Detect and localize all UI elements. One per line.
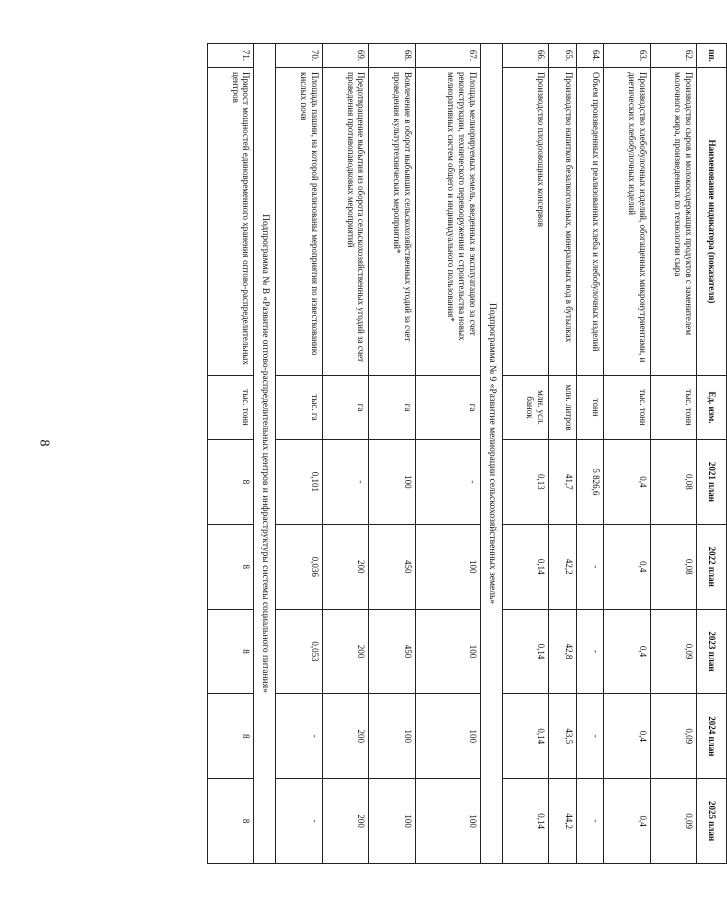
- row-num: 70.: [275, 43, 321, 67]
- value-2021: 100: [368, 439, 414, 524]
- row-unit: тыс. тонн: [650, 375, 696, 439]
- header-name: Наименование индикатора (показателя): [696, 67, 726, 375]
- indicators-table: [207, 43, 727, 864]
- table-row: [603, 43, 649, 863]
- row-name: Площадь пашни, на которой реализованы мероприятия по известкованию кислых почв: [275, 67, 321, 375]
- value-2024: 0,4: [603, 693, 649, 778]
- value-2022: 100: [415, 524, 480, 609]
- value-2022: 0,08: [650, 524, 696, 609]
- page-number: 8: [36, 439, 52, 447]
- row-unit: млн. литров: [548, 375, 576, 439]
- row-name: Прирост мощностей единовременного хранения оптово-распределительных центров: [207, 67, 253, 375]
- table-row: [650, 43, 696, 863]
- row-unit: тыс. га: [275, 375, 321, 439]
- header-2022: 2022 план: [696, 524, 726, 609]
- value-2023: 0,09: [650, 609, 696, 694]
- section-row: [253, 43, 275, 863]
- header-num: пп.: [696, 43, 726, 67]
- value-2025: 0,09: [650, 778, 696, 863]
- value-2025: 0,14: [502, 778, 548, 863]
- table-row: [275, 43, 321, 863]
- section-row: [480, 43, 502, 863]
- row-unit: тыс. тонн: [603, 375, 649, 439]
- row-num: 63.: [603, 43, 649, 67]
- value-2025: 0,4: [603, 778, 649, 863]
- table-row: [207, 43, 253, 863]
- header-2024: 2024 план: [696, 693, 726, 778]
- value-2024: -: [275, 693, 321, 778]
- header-unit: Ед. изм.: [696, 375, 726, 439]
- value-2022: 8: [207, 524, 253, 609]
- value-2021: 0,101: [275, 439, 321, 524]
- value-2024: 200: [322, 693, 368, 778]
- value-2023: 0,14: [502, 609, 548, 694]
- table-body: [207, 43, 696, 863]
- value-2025: 8: [207, 778, 253, 863]
- value-2025: 44,2: [548, 778, 576, 863]
- value-2021: -: [322, 439, 368, 524]
- value-2024: 0,14: [502, 693, 548, 778]
- value-2022: 42,2: [548, 524, 576, 609]
- row-name: Производство хлебобулочных изделий, обогащенных микронутриентами, и диетических хлебобулочных изделий: [603, 67, 649, 375]
- value-2025: -: [576, 778, 604, 863]
- value-2022: 0,036: [275, 524, 321, 609]
- row-num: 71.: [207, 43, 253, 67]
- row-unit: тыс. тонн: [207, 375, 253, 439]
- row-num: 68.: [368, 43, 414, 67]
- value-2023: 450: [368, 609, 414, 694]
- value-2022: 0,4: [603, 524, 649, 609]
- row-name: Производство сыров и молокосодержащих продуктов с заменителем молочного жира, произведенных по технологии сыра: [650, 67, 696, 375]
- value-2022: -: [576, 524, 604, 609]
- value-2024: 8: [207, 693, 253, 778]
- value-2021: 0,13: [502, 439, 548, 524]
- table-row: [502, 43, 548, 863]
- table-row: [322, 43, 368, 863]
- value-2023: -: [576, 609, 604, 694]
- table-row: [368, 43, 414, 863]
- row-unit: га: [368, 375, 414, 439]
- value-2024: 100: [368, 693, 414, 778]
- value-2021: 41,7: [548, 439, 576, 524]
- row-unit: га: [322, 375, 368, 439]
- value-2023: 0,4: [603, 609, 649, 694]
- rotated-table-container: [207, 43, 727, 863]
- value-2021: 5 826,6: [576, 439, 604, 524]
- value-2022: 200: [322, 524, 368, 609]
- row-num: 65.: [548, 43, 576, 67]
- section-title: Подпрограмма № В «Развитие оптово-распределительных центров и инфраструктуры системы социального питания»: [253, 43, 275, 863]
- value-2023: 0,053: [275, 609, 321, 694]
- row-name: Производство плодоовощных консервов: [502, 67, 548, 375]
- value-2021: 0,4: [603, 439, 649, 524]
- value-2025: 100: [368, 778, 414, 863]
- value-2024: 0,09: [650, 693, 696, 778]
- header-2025: 2025 план: [696, 778, 726, 863]
- row-name: Производство напитков безалкогольных, минеральных вод в бутылках: [548, 67, 576, 375]
- value-2021: -: [415, 439, 480, 524]
- table-row: [548, 43, 576, 863]
- value-2024: 100: [415, 693, 480, 778]
- row-num: 64.: [576, 43, 604, 67]
- value-2025: 100: [415, 778, 480, 863]
- row-num: 66.: [502, 43, 548, 67]
- row-name: Предотвращение выбытия из оборота сельскохозяйственных угодий за счет проведения противопаводковых мероприятий: [322, 67, 368, 375]
- row-unit: га: [415, 375, 480, 439]
- row-name: Вовлечение в оборот выбывших сельскохозяйственных угодий за счет проведения культуртехнических мероприятий*: [368, 67, 414, 375]
- table-row: [576, 43, 604, 863]
- row-name: Площадь мелиорируемых земель, введенных в эксплуатацию за счет реконструкции, технического перевооружения и строительства новых мелиоративных систем общего и индивидуального пользования*: [415, 67, 480, 375]
- value-2021: 8: [207, 439, 253, 524]
- value-2024: 43,5: [548, 693, 576, 778]
- row-num: 69.: [322, 43, 368, 67]
- value-2023: 200: [322, 609, 368, 694]
- value-2023: 8: [207, 609, 253, 694]
- value-2025: -: [275, 778, 321, 863]
- value-2022: 0,14: [502, 524, 548, 609]
- value-2023: 100: [415, 609, 480, 694]
- section-title: Подпрограмма № 9 «Развитие мелиорации сельскохозяйственных земель»: [480, 43, 502, 863]
- table-row: [415, 43, 480, 863]
- row-num: 67.: [415, 43, 480, 67]
- value-2021: 0,08: [650, 439, 696, 524]
- row-unit: млн. усл. банок: [502, 375, 548, 439]
- table-header-row: [696, 43, 726, 863]
- value-2024: -: [576, 693, 604, 778]
- value-2022: 450: [368, 524, 414, 609]
- row-num: 62.: [650, 43, 696, 67]
- header-2021: 2021 план: [696, 439, 726, 524]
- header-2023: 2023 план: [696, 609, 726, 694]
- row-unit: тонн: [576, 375, 604, 439]
- value-2025: 200: [322, 778, 368, 863]
- row-name: Объем произведенных и реализованных хлеба и хлебобулочных изделий: [576, 67, 604, 375]
- value-2023: 42,8: [548, 609, 576, 694]
